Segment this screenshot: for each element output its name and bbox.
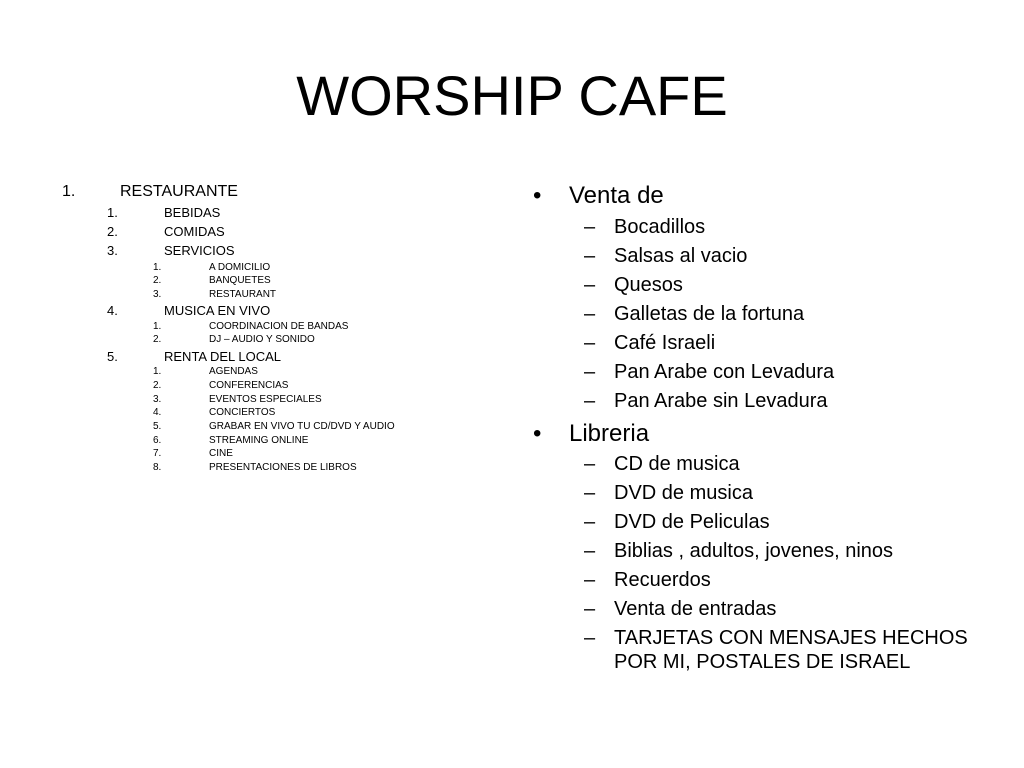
outline-number: 1.: [107, 205, 118, 220]
bullet-text: Pan Arabe con Levadura: [614, 361, 835, 383]
outline-text: CONCIERTOS: [209, 407, 276, 418]
outline-number: 4.: [107, 303, 118, 318]
outline-number: 5.: [107, 349, 118, 364]
outline-text: RESTAURANTE: [120, 183, 238, 200]
outline-text: COORDINACION DE BANDAS: [209, 321, 349, 332]
outline-text: A DOMICILIO: [209, 262, 271, 273]
bullet-dot: •: [533, 182, 542, 209]
bullet-text: CD de musica: [614, 453, 740, 475]
bullet-text: Galletas de la fortuna: [614, 303, 805, 325]
outline-text: COMIDAS: [164, 224, 225, 239]
bullet-text: Bocadillos: [614, 216, 706, 238]
outline-text: GRABAR EN VIVO TU CD/DVD Y AUDIO: [209, 421, 395, 432]
outline-number: 8.: [153, 462, 162, 473]
bullet-dash: –: [584, 453, 596, 475]
bullet-text: Venta de: [569, 182, 664, 209]
bullet-text: Salsas al vacio: [614, 245, 748, 267]
bullet-dash: –: [584, 245, 596, 267]
bullet-text: Biblias , adultos, jovenes, ninos: [614, 540, 894, 562]
outline-number: 2.: [107, 224, 118, 239]
bullet-text: Venta de entradas: [614, 598, 777, 620]
outline-number: 3.: [153, 394, 162, 405]
outline-text: SERVICIOS: [164, 243, 235, 258]
outline-text: BEBIDAS: [164, 205, 221, 220]
bullet-dash: –: [584, 390, 596, 412]
bullet-text: Pan Arabe sin Levadura: [614, 390, 828, 412]
bullet-dash: –: [584, 216, 596, 238]
outline-number: 5.: [153, 421, 162, 432]
bullet-dot: •: [533, 420, 542, 447]
bullet-dash: –: [584, 332, 596, 354]
outline-number: 2.: [153, 334, 162, 345]
bullet-dash: –: [584, 303, 596, 325]
bullet-dash: –: [584, 361, 596, 383]
bullet-dash: –: [584, 511, 596, 533]
outline-number: 3.: [107, 243, 118, 258]
outline-number: 2.: [153, 275, 162, 286]
outline-number: 1.: [62, 183, 76, 200]
outline-number: 7.: [153, 448, 162, 459]
bullet-dash: –: [584, 569, 596, 591]
outline-text: RENTA DEL LOCAL: [164, 349, 282, 364]
outline-text: CONFERENCIAS: [209, 380, 289, 391]
outline-number: 1.: [153, 366, 162, 377]
bullet-dash: –: [584, 540, 596, 562]
outline-text: CINE: [209, 448, 233, 459]
outline-number: 2.: [153, 380, 162, 391]
outline-text: DJ – AUDIO Y SONIDO: [209, 334, 315, 345]
outline-text: MUSICA EN VIVO: [164, 303, 271, 318]
bullet-dash: –: [584, 627, 596, 649]
outline-number: 3.: [153, 289, 162, 300]
bullet-text: TARJETAS CON MENSAJES HECHOS: [614, 627, 968, 649]
outline-number: 4.: [153, 407, 162, 418]
outline-text: EVENTOS ESPECIALES: [209, 394, 322, 405]
bullet-text: Café Israeli: [614, 332, 716, 354]
outline-text: AGENDAS: [209, 366, 258, 377]
bullet-dash: –: [584, 482, 596, 504]
bullet-text: Recuerdos: [614, 569, 711, 591]
bullet-text: POR MI, POSTALES DE ISRAEL: [614, 651, 911, 673]
outline-text: RESTAURANT: [209, 289, 277, 300]
slide-title: WORSHIP CAFE: [296, 64, 728, 127]
bullet-text: Quesos: [614, 274, 683, 296]
bullet-text: DVD de Peliculas: [614, 511, 770, 533]
outline-number: 6.: [153, 435, 162, 446]
outline-number: 1.: [153, 262, 162, 273]
outline-text: PRESENTACIONES DE LIBROS: [209, 462, 357, 473]
bullet-dash: –: [584, 598, 596, 620]
bullet-text: Libreria: [569, 420, 650, 447]
bullet-dash: –: [584, 274, 596, 296]
outline-text: STREAMING ONLINE: [209, 435, 309, 446]
outline-number: 1.: [153, 321, 162, 332]
bullet-text: DVD de musica: [614, 482, 753, 504]
outline-text: BANQUETES: [209, 275, 271, 286]
